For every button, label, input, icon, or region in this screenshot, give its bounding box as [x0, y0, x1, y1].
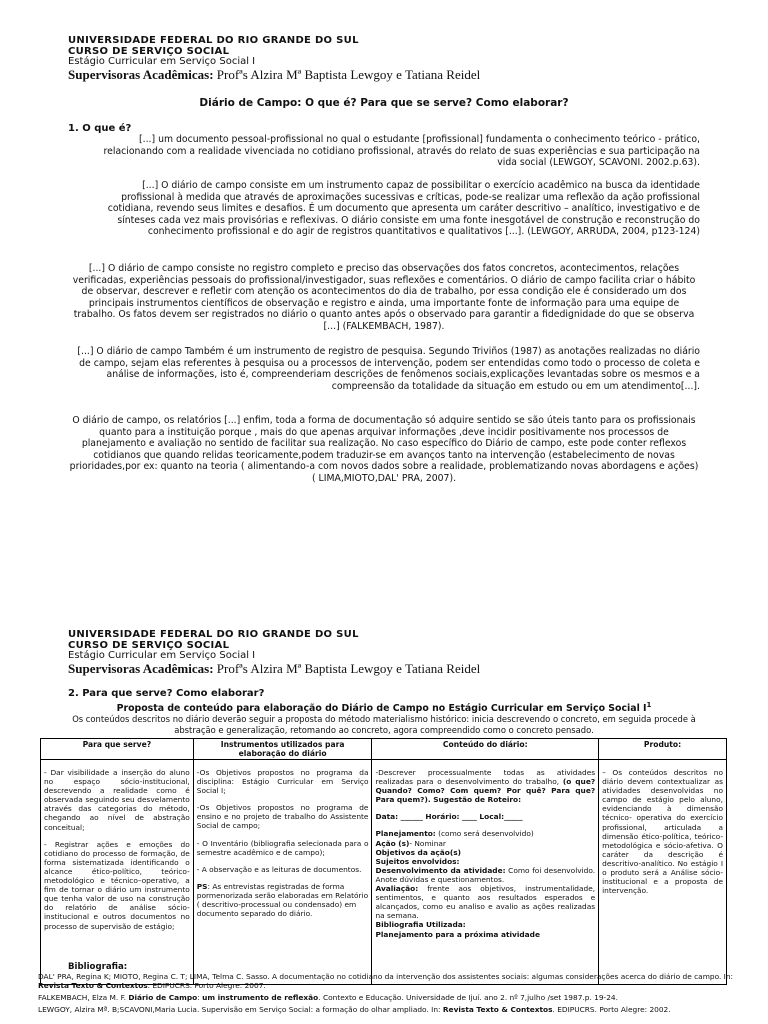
planning-line: [375, 829, 595, 838]
ref-title: Diário de Campo: [128, 993, 198, 1002]
cell-para-que-serve: [41, 760, 194, 985]
cell-instrumentos: [193, 760, 372, 985]
development-text: Como foi desenvolvido. Anote dúvidas e questionamentos.: [375, 865, 596, 884]
supervisors-label: Supervisoras Acadêmicas:: [68, 66, 214, 82]
ref-text: LEWGOY, Alzira Mª. B;SCAVONI,Maria Lucia. Supervisão em Serviço Social: a formação do olhar ampliado. In:: [38, 1005, 443, 1014]
ref-text: . EDIPUCRS. Porto Alegre: 2007.: [147, 981, 266, 990]
header-instrumentos: Instrumentos utilizados para elaboração do diário: [193, 739, 372, 760]
instrument-item: - O Inventário (bibliografia selecionada para o semestre acadêmico e de campo);: [196, 838, 369, 857]
development-label: Desenvolvimento da atividade:: [375, 865, 506, 875]
ps-label: PS: [196, 881, 208, 891]
cell-produto: [599, 760, 727, 985]
supervisors-line: [68, 662, 480, 676]
section-2-intro: Os conteúdos descritos no diário deverão seguir a proposta do método materialismo histórico: inicia descrevendo o concreto, em seguida procede à abstração e generalização, retomando ao concreto, agora compreendido como o concreto pensado.: [72, 714, 696, 735]
planning-label: Planejamento:: [375, 829, 436, 839]
supervisors-names: Profªs Alzira Mª Baptista Lewgoy e Tatiana Reidel: [213, 660, 481, 676]
header-block-2: [68, 630, 480, 676]
product-text: – Os conteúdos descritos no diário devem contextualizar as atividades desenvolvidas no campo de estágio pelo aluno, evidenciando à dimensão técnico- operativa do exercício profissional, articulada a dimensão ético-política, teórico-metodológica e sócio-afetiva. O caráter da descrição é descritivo-analítico. No estágio I o produto será a Análise sócio-institucional e a proposta de intervenção.: [602, 768, 723, 896]
header-para-que-serve: Para que serve?: [41, 739, 194, 760]
quote-1: [...] um documento pessoal-profissional no qual o estudante [profissional] fundamenta o conhecimento teórico - prático, relacionando com a realidade vivenciada no cotidiano profissional, através do relato de suas experiências e sua participação na vida social (LEWGOY, SCAVONI. 2002.p.63).: [103, 134, 700, 168]
bibliography-used-line: Bibliografia Utilizada:: [375, 920, 466, 930]
section-2-subtitle-text: Proposta de conteúdo para elaboração do Diário de Campo no Estágio Curricular em Serviço Social I: [116, 703, 647, 715]
action-line: [375, 839, 595, 848]
planning-text: (como será desenvolvido): [435, 829, 534, 839]
next-planning-line: Planejamento para a próxima atividade: [375, 929, 540, 939]
internship-name: Estágio Curricular em Serviço Social I: [68, 56, 256, 67]
bibliography-ref-1: [38, 972, 738, 990]
header-produto: Produto:: [599, 739, 727, 760]
development-line: [375, 866, 595, 884]
course-name: CURSO DE SERVIÇO SOCIAL: [68, 45, 230, 57]
ref-journal: Revista Texto & Contextos: [38, 981, 148, 990]
bibliography-ref-2: [38, 993, 738, 1002]
content-intro-questions: (o que? Quando? Como? Com quem? Por quê? Para que? Para quem?). Sugestão de Roteiro:: [375, 777, 596, 805]
supervisors-label: Supervisoras Acadêmicas:: [68, 660, 214, 676]
section-1-heading: 1. O que é?: [68, 123, 132, 134]
ref-journal: Revista Texto & Contextos: [442, 1005, 553, 1014]
instrument-item: -Os Objetivos propostos no programa da disciplina: Estágio Curricular em Serviço Social I;: [196, 768, 369, 796]
quote-5: O diário de campo, os relatórios [...] enfim, toda a forma de documentação só adquire sentido se são úteis tanto para os profissionais quanto para a instituição porque , mais do que apenas arquivar informações ,deve incidir positivamente nos processos de planejamento e avaliação no sentido de facilitar sua realização. No caso específico do Diário de campo, este pode conter reflexos cotidianos que quando relidas teoricamente,podem traduzir-se em avanços tanto na intervenção (estabelecimento de novas prioridades,por ex: quanto na teoria ( alimentando-a com novos dados sobre a realidade, problematizando novas abordagens e ações)( LIMA,MIOTO,DAL' PRA, 2007).: [69, 415, 699, 484]
evaluation-label: Avaliação:: [375, 884, 419, 894]
bibliography-heading: Bibliografia:: [68, 962, 128, 972]
section-2-heading: 2. Para que serve? Como elaborar?: [68, 688, 265, 699]
university-name: UNIVERSIDADE FEDERAL DO RIO GRANDE DO SUL: [68, 629, 359, 640]
evaluation-line: [375, 884, 595, 920]
quote-3: [...] O diário de campo consiste no registro completo e preciso das observações dos fatos concretos, acontecimentos, relações verificadas, experiências pessoais do profissional/investigador, suas reflexões e comentários. O diário de campo facilita criar o hábito de observar, descrever e refletir com atenção os acontecimentos do dia de trabalho, por essa condição ele é considerado um dos principais instrumentos científicos de observação e registro e ainda, uma importante fonte de informação para uma equipe de trabalho. Os fatos devem ser registrados no diário o quanto antes após o observado para garantir a fidedignidade do que se observa [...] (FALKEMBACH, 1987).: [72, 263, 696, 332]
supervisors-names: Profªs Alzira Mª Baptista Lewgoy e Tatiana Reidel: [213, 66, 481, 82]
content-intro: [375, 768, 595, 804]
ref-text: FALKEMBACH, Elza M. F.: [38, 993, 129, 1002]
ref-subtitle: um instrumento de reflexão: [202, 993, 319, 1002]
course-name: CURSO DE SERVIÇO SOCIAL: [68, 639, 230, 651]
content-intro-text: -Descrever processualmente todas as atividades realizadas para o desenvolvimento do trabalho,: [375, 768, 596, 787]
ref-text: :: [197, 993, 203, 1002]
document-title: Diário de Campo: O que é? Para que se serve? Como elaborar?: [199, 97, 569, 109]
quote-2: [...] O diário de campo consiste em um instrumento capaz de possibilitar o exercício acadêmico na busca da identidade profissional à medida que através de aproximações sucessivas e críticas, pode-se realizar uma reflexão da ação profissional cotidiana, revendo seus limites e desafios. É um documento que apresenta um caráter descritivo – analítico, investigativo e de sínteses cada vez mais provisórias e reflexivas. O diário consiste em uma fonte inesgotável de construção e reconstrução do conhecimento profissional e do agir de registros quantitativos e qualitativos [...]. (LEWGOY, ARRUDA, 2004, p123-124): [107, 180, 700, 237]
section-2-subtitle: [68, 700, 700, 715]
header-block-1: [68, 36, 480, 82]
bibliography-ref-3: [38, 1005, 738, 1014]
header-conteudo: Conteúdo do diário:: [372, 739, 599, 760]
diary-content-table: [40, 738, 727, 985]
evaluation-text: frente aos objetivos, instrumentalidade, sentimentos, e quanto aos resultados esperados e alcançados, como eu analiso e avalio as ações realizadas na semana.: [375, 884, 596, 921]
table-header-row: [41, 739, 727, 760]
table-row: [41, 760, 727, 985]
internship-name: Estágio Curricular em Serviço Social I: [68, 650, 256, 661]
supervisors-line: [68, 68, 480, 82]
date-time-place-line: Data: ______ Horário: ____ Local:_____: [375, 812, 523, 822]
objectives-line: Objetivos da ação(s): [375, 847, 461, 857]
ref-text: . Contexto e Educação. Universidade de Ijuí. ano 2. nº 7,julho /set 1987.p. 19-24.: [318, 993, 618, 1002]
action-text: - Nominar: [409, 838, 446, 848]
action-label: Ação (s): [375, 838, 410, 848]
ref-text: DAL' PRA, Regina K; MIOTO, Regina C. T; LIMA, Telma C. Sasso. A documentação no cotidiano da intervenção dos assistentes sociais: algumas considerações acerca do diário de campo. In:: [38, 972, 734, 981]
purpose-item: - Dar visibilidade a inserção do aluno no espaço sócio-institucional, descrevendo a realidade como é observada seguindo seu desvelamento através das categorias do método, chegando ao nível de abstração conceitual;: [44, 768, 190, 832]
quote-4: [...] O diário de campo Também é um instrumento de registro de pesquisa. Segundo Triviños (1987) as anotações realizadas no diário de campo, sejam elas referentes à pesquisa ou a processos de intervenção, podem ser entendidas como todo o processo de coleta e análise de informações, isto é, compreenderiam descrições de fenômenos sociais,explicações levantadas sobre os mesmos e a compreensão da totalidade da situação em estudo ou em um atendimento[...].: [77, 346, 700, 392]
instrument-item: -Os Objetivos propostos no programa de ensino e no projeto de trabalho do Assistente Social de campo;: [196, 803, 369, 831]
purpose-item: - Registrar ações e emoções do cotidiano do processo de formação, de forma sistematizada identificando o alcance ético-político, teórico-metodológico e técnico–operativo, a fim de tornar o diário um instrumento que tenha valor de uso na construção do relatório de análise sócio-institucional e outros documentos no processo de supervisão de estágio;: [44, 839, 190, 931]
university-name: UNIVERSIDADE FEDERAL DO RIO GRANDE DO SUL: [68, 35, 359, 46]
ps-text: : As entrevistas registradas de forma pormenorizada serão elaboradas em Relatório ( descritivo-processual ou condensado) em documento separado do diário.: [196, 881, 369, 919]
instrument-ps: [197, 882, 369, 918]
cell-conteudo: [372, 760, 599, 985]
ref-text: . EDIPUCRS. Porto Alegre: 2002.: [552, 1005, 671, 1014]
instrument-item: - A observação e as leituras de documentos.: [196, 864, 362, 874]
footnote-marker: 1: [646, 701, 652, 709]
subjects-line: Sujeitos envolvidos:: [375, 856, 460, 866]
